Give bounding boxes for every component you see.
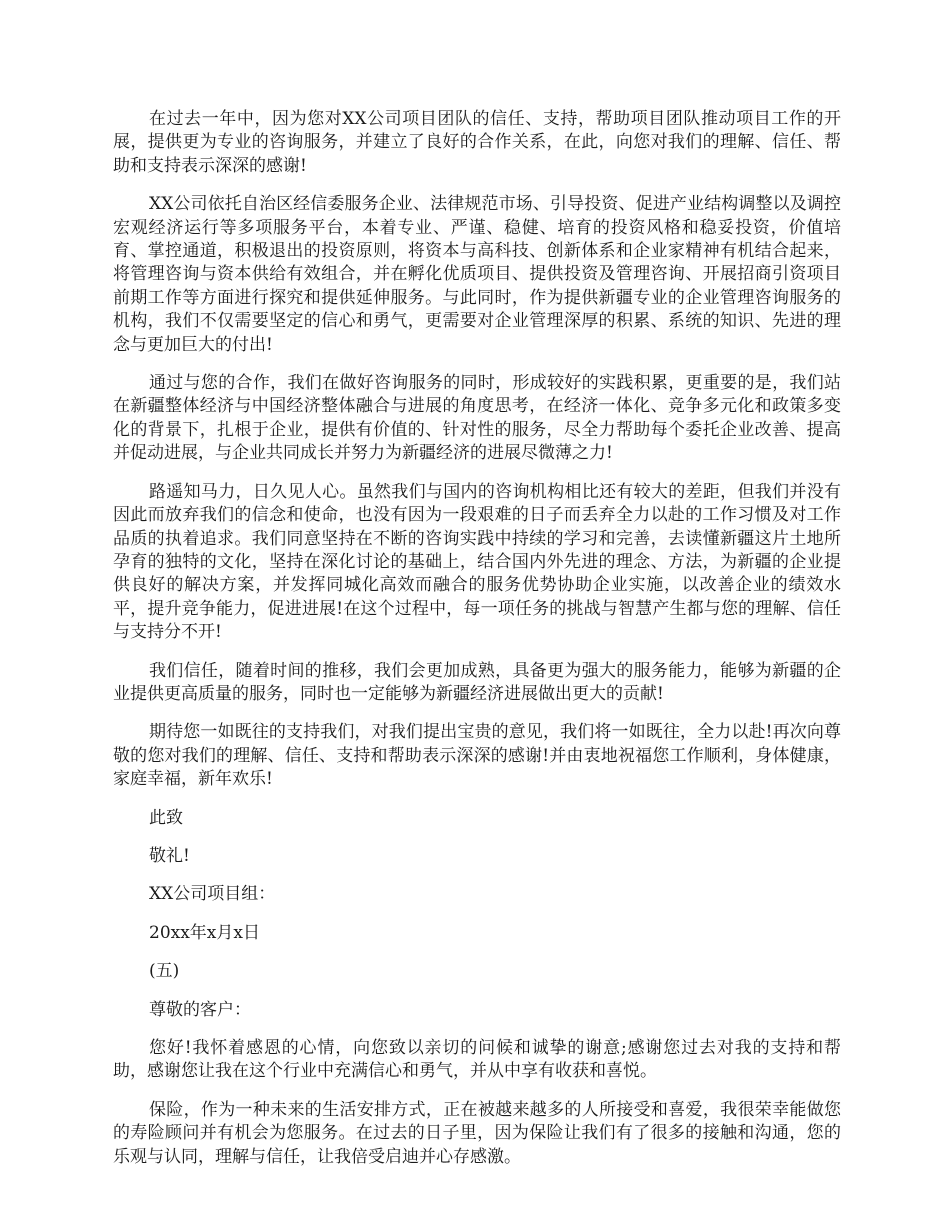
section-paragraph-2: 保险，作为一种未来的生活安排方式，正在被越来越多的人所接受和喜爱，我很荣幸能做您的寿险顾问并有机会为您服务。在过去的日子里，因为保险让我们有了很多的接触和沟通，您的乐观与认同，理解与信任，让我倍受启迪并心存感激。 [113, 1099, 841, 1167]
letter-date: 20xx年x月x日 [149, 922, 260, 943]
signature: XX公司项目组： [149, 884, 276, 905]
letter-paragraph-1: 在过去一年中，因为您对XX公司项目团队的信任、支持，帮助项目团队推动项目工作的开展，提供更为专业的咨询服务，并建立了良好的合作关系，在此，向您对我们的理解、信任、帮助和支持表示深深的感谢! [113, 109, 841, 176]
section-number: (五) [149, 961, 180, 982]
letter-paragraph-5: 我们信任，随着时间的推移，我们会更加成熟，具备更为强大的服务能力，能够为新疆的企业提供更高质量的服务，同时也一定能够为新疆经济进展做出更大的贡献! [113, 660, 841, 704]
letter-paragraph-2: XX公司依托自治区经信委服务企业、法律规范市场、引导投资、促进产业结构调整以及调控宏观经济运行等多项服务平台，本着专业、严谨、稳健、培育的投资风格和稳妥投资，价值培育、掌控通道，积极退出的投资原则，将资本与高科技、创新体系和企业家精神有机结合起来，将管理咨询与资本供给有效组合，并在孵化优质项目、提供投资及管理咨询、开展招商引资项目前期工作等方面进行探究和提供延伸服务。与此同时，作为提供新疆专业的企业管理咨询服务的机构，我们不仅需要坚定的信心和勇气，更需要对企业管理深厚的积累、系统的知识、先进的理念与更加巨大的付出! [113, 194, 841, 355]
section-paragraph-1: 您好!我怀着感恩的心情，向您致以亲切的问候和诚挚的谢意;感谢您过去对我的支持和帮助，感谢您让我在这个行业中充满信心和勇气，并从中享有收获和喜悦。 [113, 1038, 841, 1082]
section-greeting: 尊敬的客户： [149, 999, 251, 1020]
closing-salutation-2: 敬礼! [149, 845, 190, 866]
letter-document [113, 108, 841, 1184]
closing-salutation-1: 此致 [149, 807, 183, 828]
letter-paragraph-3: 通过与您的合作，我们在做好咨询服务的同时，形成较好的实践积累，更重要的是，我们站在新疆整体经济与中国经济整体融合与进展的角度思考，在经济一体化、竞争多元化和政策多变化的背景下，扎根于企业，提供有价值的、针对性的服务，尽全力帮助每个委托企业改善、提高并促动进展，与企业共同成长并努力为新疆经济的进展尽微薄之力! [113, 373, 841, 464]
letter-paragraph-6: 期待您一如既往的支持我们，对我们提出宝贵的意见，我们将一如既往，全力以赴!再次向尊敬的您对我们的理解、信任、支持和帮助表示深深的感谢!并由衷地祝福您工作顺利，身体健康，家庭幸福，新年欢乐! [113, 722, 841, 790]
letter-paragraph-4: 路遥知马力，日久见人心。虽然我们与国内的咨询机构相比还有较大的差距，但我们并没有因此而放弃我们的信念和使命，也没有因为一段艰难的日子而丢弃全力以赴的工作习惯及对工作品质的执着追求。我们同意坚持在不断的咨询实践中持续的学习和完善，去读懂新疆这片土地所孕育的独特的文化，坚持在深化讨论的基础上，结合国内外先进的理念、方法，为新疆的企业提供良好的解决方案，并发挥同城化高效而融合的服务优势协助企业实施，以改善企业的绩效水平，提升竞争能力，促进进展!在这个过程中，每一项任务的挑战与智慧产生都与您的理解、信任与支持分不开! [113, 481, 841, 643]
